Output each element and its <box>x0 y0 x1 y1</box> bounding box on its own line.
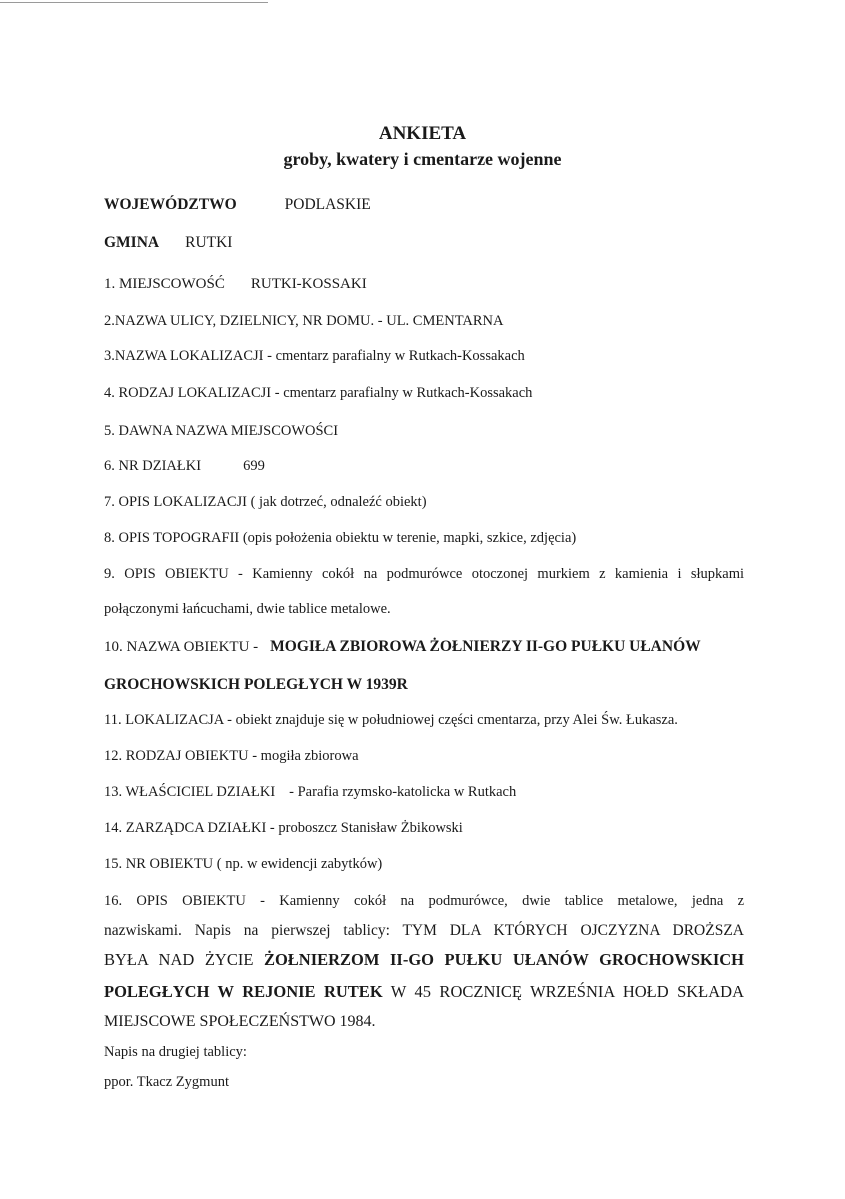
field-16-text-4a: POLEGŁYCH W REJONIE RUTEK <box>104 982 383 1001</box>
field-9-value-2: połączonymi łańcuchami, dwie tablice metalowe. <box>104 601 391 617</box>
field-16-text-7: ppor. Tkacz Zygmunt <box>104 1074 229 1090</box>
field-8-label: 8. OPIS TOPOGRAFII (opis położenia obiektu w terenie, mapki, szkice, zdjęcia) <box>104 530 577 546</box>
field-7-row <box>104 494 427 511</box>
field-12-label: 12. RODZAJ OBIEKTU - <box>104 748 258 764</box>
field-12-value: mogiła zbiorowa <box>260 748 359 764</box>
wojewodztwo-row <box>104 196 371 214</box>
field-16-text-2: nazwiskami. Napis na pierwszej tablicy: TYM DLA KTÓRYCH OJCZYZNA DROŻSZA <box>104 922 744 939</box>
field-6-row <box>104 458 265 475</box>
field-3-value: cmentarz parafialny w Rutkach-Kossakach <box>275 348 525 364</box>
field-6-value: 699 <box>243 458 265 474</box>
field-10-label: 10. NAZWA OBIEKTU - <box>104 639 259 655</box>
field-9-label: 9. OPIS OBIEKTU - <box>104 566 243 582</box>
gmina-value: RUTKI <box>185 234 233 251</box>
field-13-label: 13. WŁAŚCICIEL DZIAŁKI <box>104 784 276 800</box>
field-10-line-2 <box>104 676 408 694</box>
field-16-line-2 <box>104 922 744 940</box>
wojewodztwo-label: WOJEWÓDZTWO <box>104 196 237 213</box>
field-9-value-1: Kamienny cokół na podmurówce otoczonej murkiem z kamienia i słupkami <box>252 566 744 582</box>
field-2-value: UL. CMENTARNA <box>386 313 504 329</box>
field-6-label: 6. NR DZIAŁKI <box>104 458 202 474</box>
field-16-line-4 <box>104 982 744 1002</box>
field-16-line-1 <box>104 893 744 910</box>
field-16-text-4b: W 45 ROCZNICĘ WRZEŚNIA HOŁD SKŁADA <box>390 982 745 1001</box>
field-10-line-1 <box>104 638 701 656</box>
field-5-row <box>104 423 338 440</box>
field-1-row <box>104 276 367 293</box>
gmina-label: GMINA <box>104 234 160 251</box>
field-14-row <box>104 820 463 837</box>
field-5-label: 5. DAWNA NAZWA MIEJSCOWOŚCI <box>104 423 339 439</box>
field-13-row <box>104 784 516 801</box>
field-16-text-1: Kamienny cokół na podmurówce, dwie tablice metalowe, jedna z <box>279 893 744 909</box>
field-16-text-6: Napis na drugiej tablicy: <box>104 1044 247 1060</box>
field-4-value: cmentarz parafialny w Rutkach-Kossakach <box>283 385 533 401</box>
field-9-line-2 <box>104 601 391 618</box>
field-2-label: 2.NAZWA ULICY, DZIELNICY, NR DOMU. - <box>104 313 383 329</box>
field-16-text-3a: BYŁA NAD ŻYCIE <box>104 950 254 969</box>
field-11-value: obiekt znajduje się w południowej części cmentarza, przy Alei Św. Łukasza. <box>235 712 678 728</box>
document-subtitle: groby, kwatery i cmentarze wojenne <box>283 149 562 169</box>
field-14-value: proboszcz Stanisław Żbikowski <box>278 820 463 836</box>
field-16-line-3 <box>104 950 744 970</box>
document-title: ANKIETA <box>378 123 467 144</box>
field-13-value: - Parafia rzymsko-katolicka w Rutkach <box>289 784 517 800</box>
field-10-value-1: MOGIŁA ZBIOROWA ŻOŁNIERZY II-GO PUŁKU UŁANÓW <box>270 638 701 655</box>
field-15-row <box>104 856 382 873</box>
field-11-row <box>104 712 678 729</box>
field-16-label: 16. OPIS OBIEKTU - <box>104 893 265 909</box>
field-1-label: 1. MIEJSCOWOŚĆ <box>104 276 225 292</box>
field-12-row <box>104 748 359 765</box>
field-8-row <box>104 530 576 547</box>
field-16-line-7 <box>104 1074 229 1091</box>
field-16-text-3b: ŻOŁNIERZOM II-GO PUŁKU UŁANÓW GROCHOWSKICH <box>263 950 745 969</box>
field-4-row <box>104 385 532 402</box>
field-3-row <box>104 348 525 365</box>
field-7-label: 7. OPIS LOKALIZACJI ( jak dotrzeć, odnaleźć obiekt) <box>104 494 427 510</box>
field-2-row <box>104 313 503 330</box>
scan-edge-line <box>0 2 268 3</box>
field-11-label: 11. LOKALIZACJA - <box>104 712 232 728</box>
field-14-label: 14. ZARZĄDCA DZIAŁKI - <box>104 820 275 836</box>
field-9-line-1 <box>104 566 744 583</box>
field-10-value-2: GROCHOWSKICH POLEGŁYCH W 1939R <box>104 676 408 693</box>
field-3-label: 3.NAZWA LOKALIZACJI - <box>104 348 272 364</box>
field-4-label: 4. RODZAJ LOKALIZACJI - <box>104 385 280 401</box>
field-16-line-6 <box>104 1044 247 1061</box>
field-1-value: RUTKI-KOSSAKI <box>250 276 367 292</box>
wojewodztwo-value: PODLASKIE <box>284 196 371 213</box>
field-15-label: 15. NR OBIEKTU ( np. w ewidencji zabytków) <box>104 856 383 872</box>
gmina-row <box>104 234 232 252</box>
field-16-line-5 <box>104 1013 376 1031</box>
field-16-text-5: MIEJSCOWE SPOŁECZEŃSTWO 1984. <box>104 1013 376 1030</box>
